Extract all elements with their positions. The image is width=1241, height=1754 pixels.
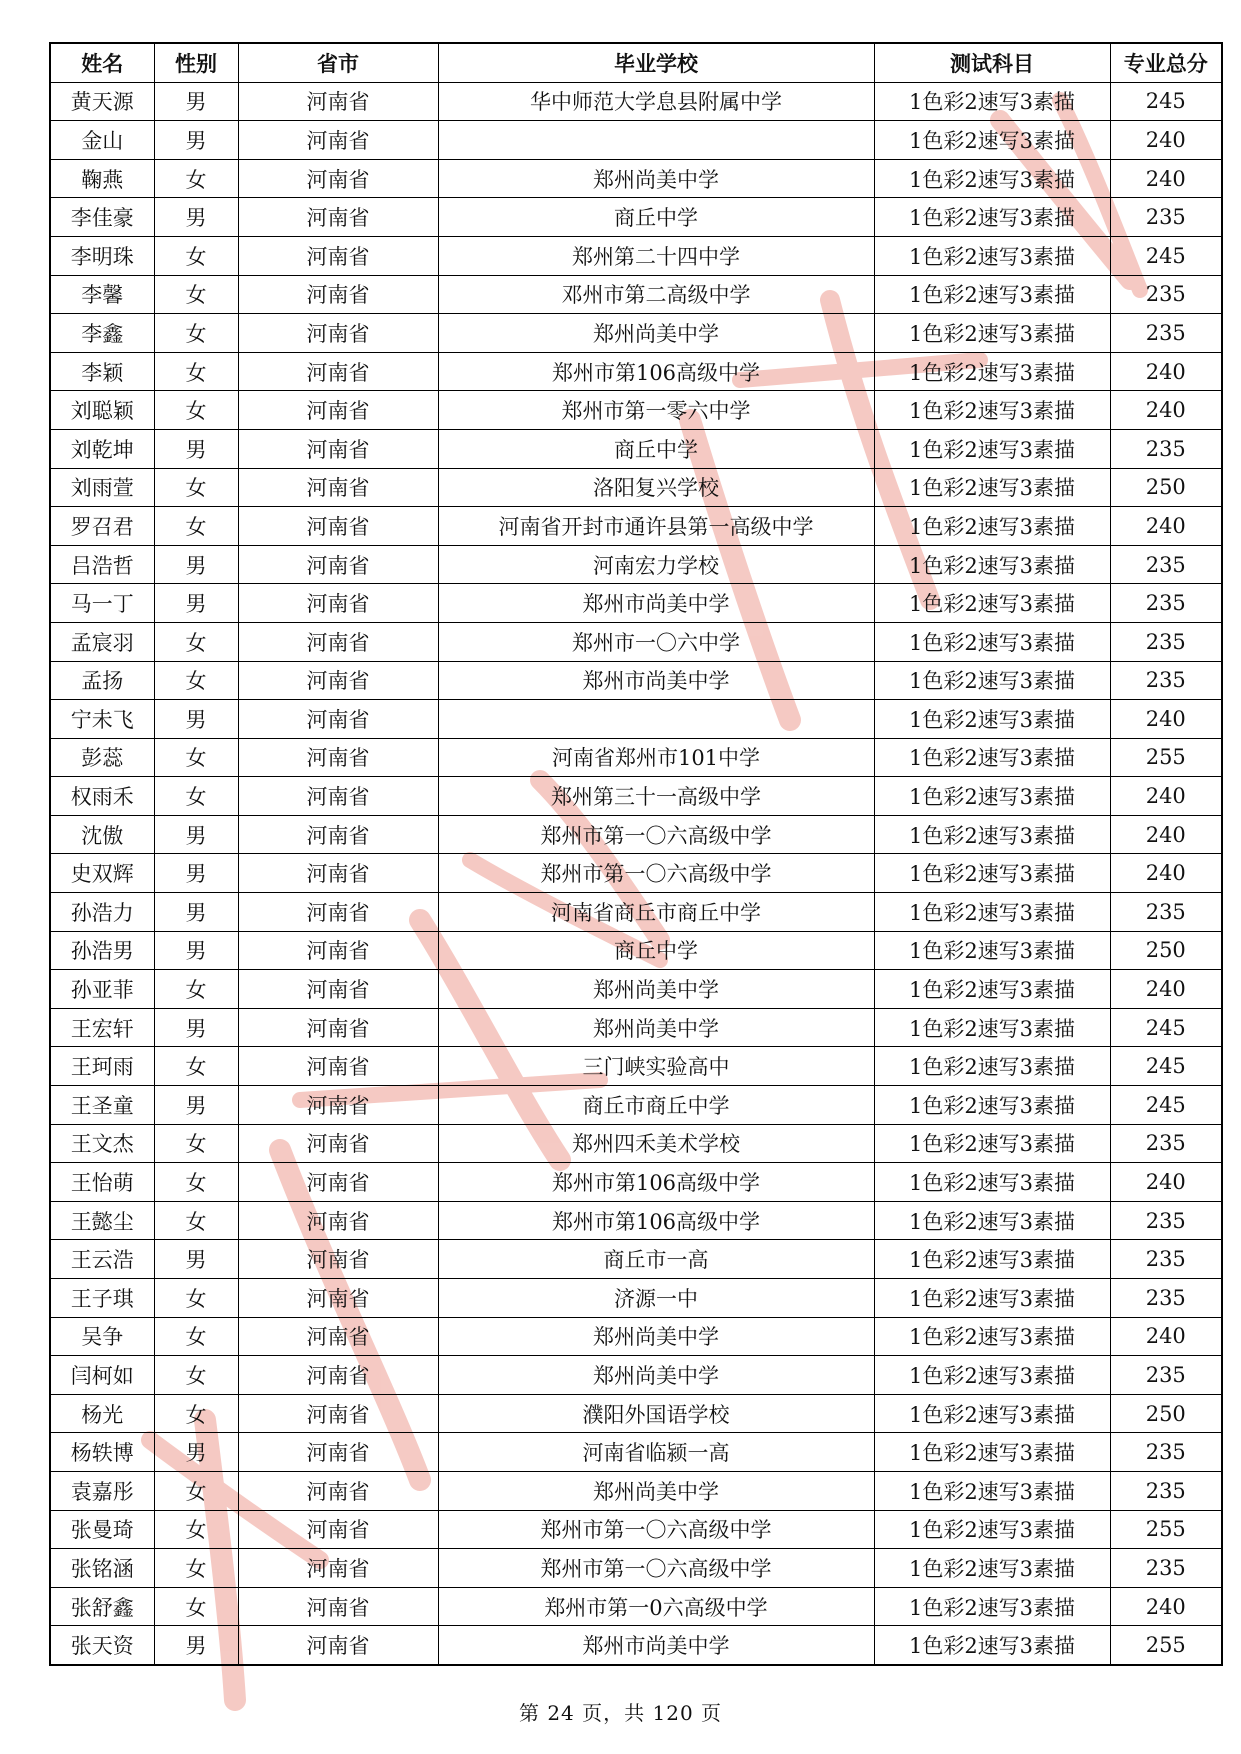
cell-school: 郑州市第106高级中学: [438, 1163, 874, 1202]
cell-subjects: 1色彩2速写3素描: [874, 1356, 1110, 1395]
table-row: [50, 1047, 1222, 1086]
cell-school: 郑州市第106高级中学: [438, 352, 874, 391]
table-row: [50, 1124, 1222, 1163]
cell-province: 河南省: [238, 1356, 438, 1395]
cell-gender: 男: [154, 1086, 238, 1125]
table-row: [50, 661, 1222, 700]
cell-name: 李明珠: [50, 236, 154, 275]
table-row: [50, 1317, 1222, 1356]
cell-name: 吕浩哲: [50, 545, 154, 584]
table-row: [50, 1086, 1222, 1125]
cell-province: 河南省: [238, 468, 438, 507]
cell-name: 王圣童: [50, 1086, 154, 1125]
cell-total-score: 240: [1110, 815, 1222, 854]
cell-subjects: 1色彩2速写3素描: [874, 815, 1110, 854]
table-row: [50, 236, 1222, 275]
cell-subjects: 1色彩2速写3素描: [874, 1433, 1110, 1472]
cell-province: 河南省: [238, 1086, 438, 1125]
cell-province: 河南省: [238, 1163, 438, 1202]
cell-province: 河南省: [238, 275, 438, 314]
cell-school: 郑州第三十一高级中学: [438, 777, 874, 816]
cell-gender: 男: [154, 1626, 238, 1665]
cell-gender: 女: [154, 738, 238, 777]
cell-school: 河南宏力学校: [438, 545, 874, 584]
cell-subjects: 1色彩2速写3素描: [874, 1047, 1110, 1086]
cell-gender: 女: [154, 275, 238, 314]
cell-subjects: 1色彩2速写3素描: [874, 1124, 1110, 1163]
table-row: [50, 1163, 1222, 1202]
cell-province: 河南省: [238, 236, 438, 275]
cell-subjects: 1色彩2速写3素描: [874, 352, 1110, 391]
cell-gender: 女: [154, 391, 238, 430]
cell-school: [438, 700, 874, 739]
cell-subjects: 1色彩2速写3素描: [874, 661, 1110, 700]
cell-name: 王怡萌: [50, 1163, 154, 1202]
cell-name: 王云浩: [50, 1240, 154, 1279]
cell-gender: 女: [154, 1201, 238, 1240]
cell-total-score: 240: [1110, 970, 1222, 1009]
cell-total-score: 235: [1110, 1279, 1222, 1318]
table-row: [50, 622, 1222, 661]
cell-gender: 女: [154, 661, 238, 700]
cell-name: 杨轶博: [50, 1433, 154, 1472]
cell-name: 闫柯如: [50, 1356, 154, 1395]
table-row: [50, 1549, 1222, 1588]
cell-name: 王懿尘: [50, 1201, 154, 1240]
cell-name: 王文杰: [50, 1124, 154, 1163]
cell-name: 张曼琦: [50, 1510, 154, 1549]
cell-school: 郑州尚美中学: [438, 1008, 874, 1047]
cell-total-score: 255: [1110, 1626, 1222, 1665]
cell-subjects: 1色彩2速写3素描: [874, 1626, 1110, 1665]
cell-school: 郑州市一〇六中学: [438, 622, 874, 661]
cell-name: 马一丁: [50, 584, 154, 623]
score-table: [49, 42, 1223, 1666]
cell-province: 河南省: [238, 854, 438, 893]
cell-school: 郑州尚美中学: [438, 1356, 874, 1395]
cell-province: 河南省: [238, 82, 438, 121]
cell-total-score: 255: [1110, 738, 1222, 777]
cell-subjects: 1色彩2速写3素描: [874, 1471, 1110, 1510]
table-row: [50, 391, 1222, 430]
table-row: [50, 1008, 1222, 1047]
cell-gender: 男: [154, 893, 238, 932]
cell-gender: 男: [154, 545, 238, 584]
cell-total-score: 235: [1110, 429, 1222, 468]
cell-province: 河南省: [238, 1471, 438, 1510]
cell-school: 郑州市尚美中学: [438, 661, 874, 700]
table-row: [50, 1356, 1222, 1395]
cell-province: 河南省: [238, 159, 438, 198]
cell-total-score: 240: [1110, 507, 1222, 546]
cell-total-score: 235: [1110, 1471, 1222, 1510]
cell-province: 河南省: [238, 507, 438, 546]
table-row: [50, 584, 1222, 623]
cell-gender: 男: [154, 815, 238, 854]
cell-gender: 女: [154, 1279, 238, 1318]
cell-gender: 男: [154, 198, 238, 237]
cell-gender: 女: [154, 1124, 238, 1163]
table-row: [50, 314, 1222, 353]
cell-name: 金山: [50, 121, 154, 160]
cell-school: 郑州尚美中学: [438, 159, 874, 198]
cell-school: 河南省郑州市101中学: [438, 738, 874, 777]
cell-school: 郑州市第一〇六高级中学: [438, 1549, 874, 1588]
cell-subjects: 1色彩2速写3素描: [874, 545, 1110, 584]
cell-school: 郑州市第一零六中学: [438, 391, 874, 430]
cell-province: 河南省: [238, 815, 438, 854]
table-row: [50, 198, 1222, 237]
cell-province: 河南省: [238, 584, 438, 623]
cell-name: 张铭涵: [50, 1549, 154, 1588]
cell-total-score: 245: [1110, 1008, 1222, 1047]
table-row: [50, 1587, 1222, 1626]
table-row: [50, 352, 1222, 391]
cell-province: 河南省: [238, 1626, 438, 1665]
cell-province: 河南省: [238, 1317, 438, 1356]
cell-province: 河南省: [238, 1047, 438, 1086]
cell-subjects: 1色彩2速写3素描: [874, 1240, 1110, 1279]
cell-name: 刘聪颖: [50, 391, 154, 430]
table-row: [50, 738, 1222, 777]
cell-gender: 女: [154, 468, 238, 507]
cell-subjects: 1色彩2速写3素描: [874, 1587, 1110, 1626]
cell-school: 邓州市第二高级中学: [438, 275, 874, 314]
cell-total-score: 235: [1110, 275, 1222, 314]
cell-total-score: 245: [1110, 1047, 1222, 1086]
cell-subjects: 1色彩2速写3素描: [874, 275, 1110, 314]
cell-name: 彭蕊: [50, 738, 154, 777]
cell-name: 黄天源: [50, 82, 154, 121]
cell-name: 张天资: [50, 1626, 154, 1665]
cell-gender: 女: [154, 777, 238, 816]
cell-total-score: 250: [1110, 1394, 1222, 1433]
cell-subjects: 1色彩2速写3素描: [874, 1510, 1110, 1549]
cell-name: 张舒鑫: [50, 1587, 154, 1626]
cell-gender: 女: [154, 1394, 238, 1433]
cell-province: 河南省: [238, 1008, 438, 1047]
table-row: [50, 1433, 1222, 1472]
cell-school: 河南省商丘市商丘中学: [438, 893, 874, 932]
cell-province: 河南省: [238, 429, 438, 468]
cell-gender: 女: [154, 1356, 238, 1395]
cell-subjects: 1色彩2速写3素描: [874, 236, 1110, 275]
cell-province: 河南省: [238, 1201, 438, 1240]
table-row: [50, 429, 1222, 468]
cell-province: 河南省: [238, 893, 438, 932]
cell-name: 孟宸羽: [50, 622, 154, 661]
cell-total-score: 235: [1110, 584, 1222, 623]
table-row: [50, 1279, 1222, 1318]
cell-total-score: 240: [1110, 1587, 1222, 1626]
table-row: [50, 545, 1222, 584]
cell-total-score: 240: [1110, 159, 1222, 198]
header-name: 姓名: [50, 43, 154, 82]
cell-total-score: 235: [1110, 1201, 1222, 1240]
cell-school: 华中师范大学息县附属中学: [438, 82, 874, 121]
cell-province: 河南省: [238, 545, 438, 584]
cell-school: 河南省开封市通许县第一高级中学: [438, 507, 874, 546]
cell-province: 河南省: [238, 1279, 438, 1318]
header-total-score: 专业总分: [1110, 43, 1222, 82]
cell-total-score: 235: [1110, 545, 1222, 584]
cell-total-score: 245: [1110, 82, 1222, 121]
cell-subjects: 1色彩2速写3素描: [874, 700, 1110, 739]
cell-gender: 男: [154, 1008, 238, 1047]
cell-name: 李颖: [50, 352, 154, 391]
cell-total-score: 250: [1110, 931, 1222, 970]
cell-total-score: 235: [1110, 198, 1222, 237]
cell-name: 杨光: [50, 1394, 154, 1433]
table-row: [50, 854, 1222, 893]
cell-name: 史双辉: [50, 854, 154, 893]
cell-total-score: 235: [1110, 1124, 1222, 1163]
cell-school: 郑州尚美中学: [438, 314, 874, 353]
cell-name: 罗召君: [50, 507, 154, 546]
cell-province: 河南省: [238, 738, 438, 777]
cell-province: 河南省: [238, 1240, 438, 1279]
cell-total-score: 240: [1110, 777, 1222, 816]
cell-total-score: 240: [1110, 121, 1222, 160]
table-row: [50, 970, 1222, 1009]
header-school: 毕业学校: [438, 43, 874, 82]
cell-subjects: 1色彩2速写3素描: [874, 854, 1110, 893]
cell-subjects: 1色彩2速写3素描: [874, 970, 1110, 1009]
cell-school: 商丘中学: [438, 931, 874, 970]
page-footer: 第 24 页，共 120 页: [518, 1701, 723, 1725]
cell-name: 李鑫: [50, 314, 154, 353]
cell-school: 商丘中学: [438, 429, 874, 468]
cell-school: 濮阳外国语学校: [438, 1394, 874, 1433]
table-row: [50, 275, 1222, 314]
table-row: [50, 1626, 1222, 1665]
cell-school: 济源一中: [438, 1279, 874, 1318]
cell-school: 三门峡实验高中: [438, 1047, 874, 1086]
cell-school: 郑州市尚美中学: [438, 1626, 874, 1665]
table-row: [50, 1240, 1222, 1279]
cell-gender: 女: [154, 1510, 238, 1549]
cell-name: 李佳豪: [50, 198, 154, 237]
cell-province: 河南省: [238, 1433, 438, 1472]
table-row: [50, 1201, 1222, 1240]
cell-school: 郑州尚美中学: [438, 1317, 874, 1356]
table-row: [50, 893, 1222, 932]
cell-gender: 男: [154, 429, 238, 468]
cell-province: 河南省: [238, 352, 438, 391]
cell-gender: 男: [154, 1433, 238, 1472]
table-row: [50, 1394, 1222, 1433]
cell-subjects: 1色彩2速写3素描: [874, 1317, 1110, 1356]
cell-total-score: 250: [1110, 468, 1222, 507]
table-row: [50, 468, 1222, 507]
cell-province: 河南省: [238, 661, 438, 700]
table-row: [50, 159, 1222, 198]
cell-gender: 女: [154, 1587, 238, 1626]
cell-gender: 女: [154, 622, 238, 661]
cell-subjects: 1色彩2速写3素描: [874, 1394, 1110, 1433]
cell-subjects: 1色彩2速写3素描: [874, 1549, 1110, 1588]
table-row: [50, 815, 1222, 854]
cell-subjects: 1色彩2速写3素描: [874, 121, 1110, 160]
cell-school: 郑州市第一〇六高级中学: [438, 815, 874, 854]
cell-province: 河南省: [238, 314, 438, 353]
cell-province: 河南省: [238, 777, 438, 816]
cell-total-score: 240: [1110, 391, 1222, 430]
cell-gender: 女: [154, 159, 238, 198]
table-header-row: [50, 43, 1222, 82]
cell-name: 王珂雨: [50, 1047, 154, 1086]
cell-gender: 女: [154, 236, 238, 275]
cell-name: 李馨: [50, 275, 154, 314]
cell-total-score: 240: [1110, 352, 1222, 391]
cell-subjects: 1色彩2速写3素描: [874, 1163, 1110, 1202]
cell-province: 河南省: [238, 622, 438, 661]
cell-province: 河南省: [238, 1394, 438, 1433]
cell-gender: 男: [154, 700, 238, 739]
header-province: 省市: [238, 43, 438, 82]
cell-subjects: 1色彩2速写3素描: [874, 893, 1110, 932]
cell-gender: 男: [154, 931, 238, 970]
cell-gender: 女: [154, 1549, 238, 1588]
cell-school: 商丘市一高: [438, 1240, 874, 1279]
cell-gender: 男: [154, 1240, 238, 1279]
cell-gender: 女: [154, 1317, 238, 1356]
cell-subjects: 1色彩2速写3素描: [874, 584, 1110, 623]
cell-province: 河南省: [238, 970, 438, 1009]
cell-total-score: 235: [1110, 1433, 1222, 1472]
cell-school: [438, 121, 874, 160]
cell-name: 刘乾坤: [50, 429, 154, 468]
cell-subjects: 1色彩2速写3素描: [874, 1086, 1110, 1125]
cell-gender: 女: [154, 507, 238, 546]
cell-subjects: 1色彩2速写3素描: [874, 314, 1110, 353]
cell-school: 郑州市第一0六高级中学: [438, 1587, 874, 1626]
cell-subjects: 1色彩2速写3素描: [874, 507, 1110, 546]
cell-gender: 女: [154, 352, 238, 391]
cell-name: 刘雨萱: [50, 468, 154, 507]
cell-name: 孟扬: [50, 661, 154, 700]
cell-school: 河南省临颍一高: [438, 1433, 874, 1472]
cell-subjects: 1色彩2速写3素描: [874, 82, 1110, 121]
cell-total-score: 240: [1110, 1163, 1222, 1202]
cell-gender: 男: [154, 121, 238, 160]
cell-gender: 女: [154, 1047, 238, 1086]
cell-name: 吴争: [50, 1317, 154, 1356]
cell-gender: 女: [154, 1163, 238, 1202]
cell-gender: 女: [154, 314, 238, 353]
cell-total-score: 235: [1110, 893, 1222, 932]
cell-province: 河南省: [238, 1510, 438, 1549]
cell-province: 河南省: [238, 1124, 438, 1163]
cell-total-score: 235: [1110, 661, 1222, 700]
cell-school: 郑州第二十四中学: [438, 236, 874, 275]
cell-province: 河南省: [238, 700, 438, 739]
cell-total-score: 235: [1110, 1549, 1222, 1588]
cell-subjects: 1色彩2速写3素描: [874, 159, 1110, 198]
cell-name: 王子琪: [50, 1279, 154, 1318]
cell-subjects: 1色彩2速写3素描: [874, 738, 1110, 777]
cell-subjects: 1色彩2速写3素描: [874, 429, 1110, 468]
table-row: [50, 1471, 1222, 1510]
cell-gender: 男: [154, 584, 238, 623]
table-row: [50, 1510, 1222, 1549]
cell-name: 王宏轩: [50, 1008, 154, 1047]
cell-province: 河南省: [238, 1587, 438, 1626]
table-row: [50, 82, 1222, 121]
cell-gender: 男: [154, 82, 238, 121]
cell-gender: 男: [154, 854, 238, 893]
cell-total-score: 240: [1110, 700, 1222, 739]
cell-name: 宁未飞: [50, 700, 154, 739]
cell-province: 河南省: [238, 1549, 438, 1588]
cell-subjects: 1色彩2速写3素描: [874, 1201, 1110, 1240]
cell-gender: 女: [154, 970, 238, 1009]
cell-province: 河南省: [238, 931, 438, 970]
cell-name: 鞠燕: [50, 159, 154, 198]
cell-subjects: 1色彩2速写3素描: [874, 777, 1110, 816]
table-row: [50, 121, 1222, 160]
header-subjects: 测试科目: [874, 43, 1110, 82]
cell-subjects: 1色彩2速写3素描: [874, 391, 1110, 430]
cell-name: 袁嘉彤: [50, 1471, 154, 1510]
cell-school: 洛阳复兴学校: [438, 468, 874, 507]
cell-total-score: 235: [1110, 622, 1222, 661]
cell-school: 郑州尚美中学: [438, 1471, 874, 1510]
cell-school: 商丘中学: [438, 198, 874, 237]
cell-province: 河南省: [238, 391, 438, 430]
cell-total-score: 240: [1110, 854, 1222, 893]
cell-total-score: 235: [1110, 1356, 1222, 1395]
cell-gender: 女: [154, 1471, 238, 1510]
cell-total-score: 240: [1110, 1317, 1222, 1356]
cell-name: 沈傲: [50, 815, 154, 854]
cell-total-score: 255: [1110, 1510, 1222, 1549]
cell-school: 郑州市尚美中学: [438, 584, 874, 623]
cell-name: 孙亚菲: [50, 970, 154, 1009]
cell-name: 孙浩男: [50, 931, 154, 970]
cell-province: 河南省: [238, 121, 438, 160]
cell-province: 河南省: [238, 198, 438, 237]
cell-total-score: 245: [1110, 1086, 1222, 1125]
cell-school: 郑州四禾美术学校: [438, 1124, 874, 1163]
table-row: [50, 700, 1222, 739]
cell-subjects: 1色彩2速写3素描: [874, 468, 1110, 507]
cell-subjects: 1色彩2速写3素描: [874, 1008, 1110, 1047]
cell-school: 郑州市第一〇六高级中学: [438, 1510, 874, 1549]
table-row: [50, 507, 1222, 546]
cell-name: 权雨禾: [50, 777, 154, 816]
cell-total-score: 235: [1110, 314, 1222, 353]
table-row: [50, 777, 1222, 816]
cell-school: 郑州市第一〇六高级中学: [438, 854, 874, 893]
cell-subjects: 1色彩2速写3素描: [874, 1279, 1110, 1318]
table-row: [50, 931, 1222, 970]
cell-total-score: 235: [1110, 1240, 1222, 1279]
cell-total-score: 245: [1110, 236, 1222, 275]
cell-school: 商丘市商丘中学: [438, 1086, 874, 1125]
cell-school: 郑州市第106高级中学: [438, 1201, 874, 1240]
cell-subjects: 1色彩2速写3素描: [874, 198, 1110, 237]
cell-subjects: 1色彩2速写3素描: [874, 931, 1110, 970]
header-gender: 性别: [154, 43, 238, 82]
cell-school: 郑州尚美中学: [438, 970, 874, 1009]
cell-name: 孙浩力: [50, 893, 154, 932]
cell-subjects: 1色彩2速写3素描: [874, 622, 1110, 661]
